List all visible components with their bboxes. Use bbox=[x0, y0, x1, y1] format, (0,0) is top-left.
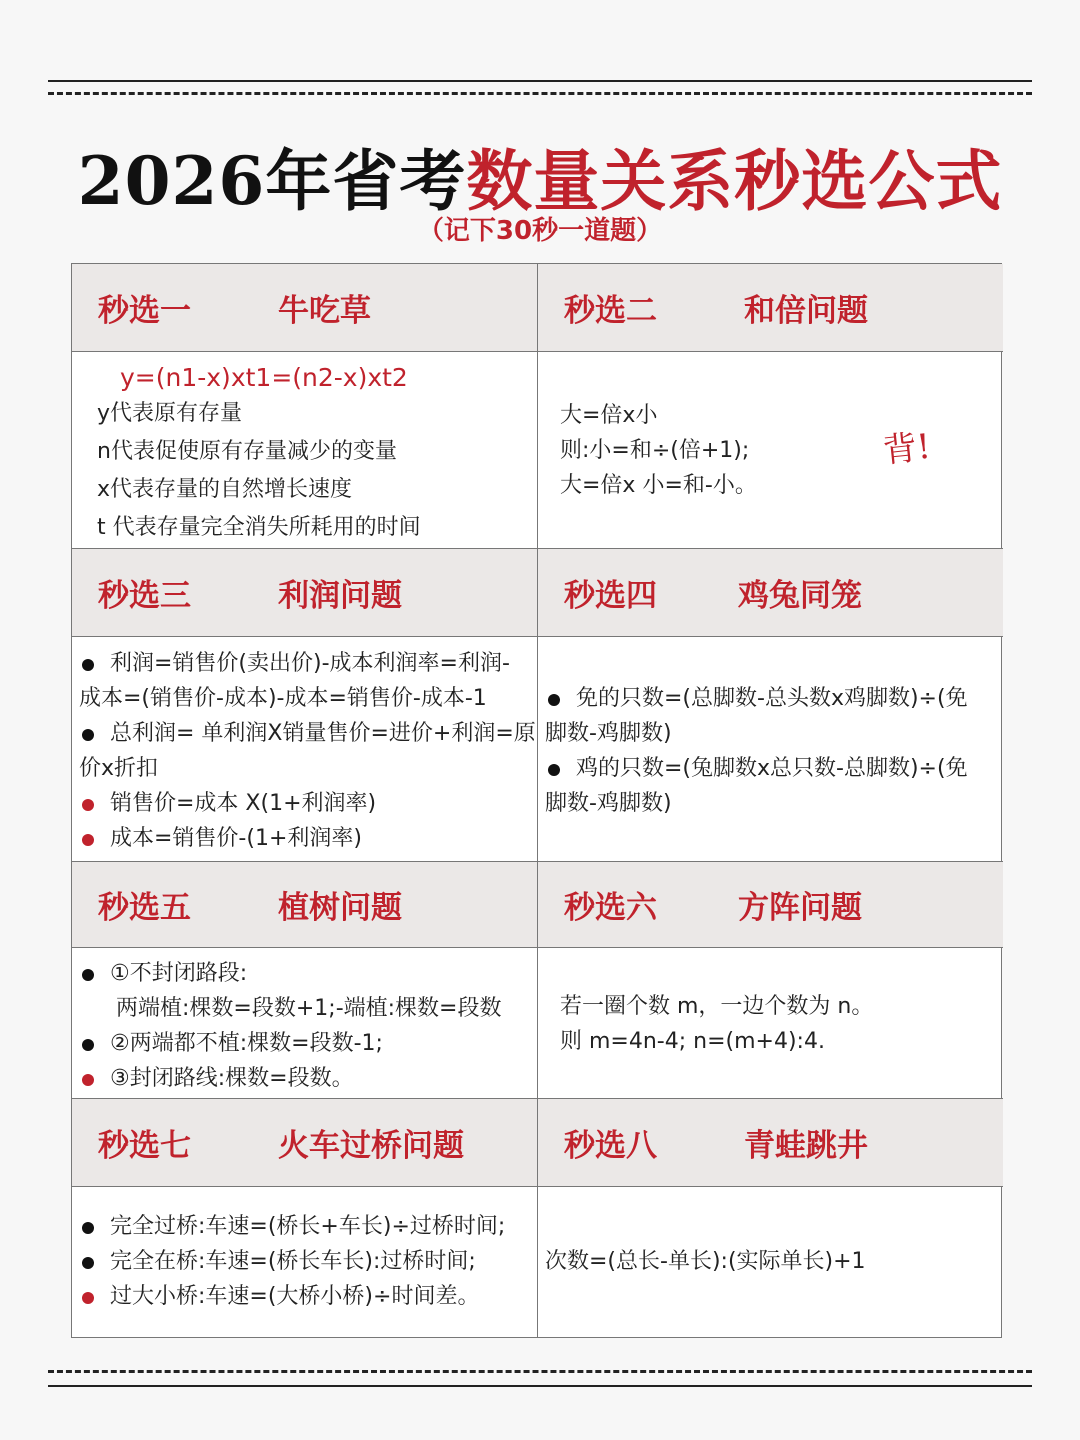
section-4-title: 鸡兔同笼 bbox=[738, 578, 862, 614]
handwritten-note: 背! bbox=[880, 426, 933, 472]
section-2-body bbox=[538, 352, 1003, 549]
section-3-body bbox=[72, 637, 538, 862]
bullet-dot bbox=[82, 1257, 94, 1269]
section-6-header bbox=[538, 862, 1003, 948]
section-7-bullet-2: 完全在桥:车速=(桥长车长):过桥时间; bbox=[72, 1244, 538, 1279]
section-2-title: 和倍问题 bbox=[744, 293, 868, 329]
section-4-bullet-2-cont: 脚数-鸡脚数) bbox=[545, 791, 672, 816]
section-7-title: 火车过桥问题 bbox=[278, 1128, 464, 1164]
section-1-header bbox=[72, 264, 538, 352]
section-4-bullet-2: 鸡的只数=(兔脚数x总只数-总脚数)÷(免 bbox=[538, 751, 1003, 786]
section-2-number: 秒选二 bbox=[564, 293, 657, 329]
section-3-header bbox=[72, 549, 538, 637]
section-8-body bbox=[538, 1187, 1003, 1337]
section-6-number: 秒选六 bbox=[564, 890, 657, 926]
section-5-title: 植树问题 bbox=[278, 890, 402, 926]
bullet-dot-red bbox=[82, 834, 94, 846]
section-7-body bbox=[72, 1187, 538, 1337]
section-2-line-3: 大=倍x 小=和-小。 bbox=[560, 473, 757, 498]
bullet-dot bbox=[82, 659, 94, 671]
section-7-number: 秒选七 bbox=[98, 1128, 191, 1164]
formula-table bbox=[71, 263, 1002, 1338]
title-red: 数量关系秒选公式 bbox=[466, 142, 1003, 220]
bullet-dot bbox=[82, 1222, 94, 1234]
section-3-title: 利润问题 bbox=[278, 578, 402, 614]
section-6-body bbox=[538, 948, 1003, 1099]
top-dashed-rule bbox=[48, 92, 1032, 95]
section-1-body bbox=[72, 352, 538, 549]
section-3-bullet-4: 成本=销售价-(1+利润率) bbox=[72, 821, 538, 856]
section-4-number: 秒选四 bbox=[564, 578, 657, 614]
section-2-line-2: 则:小=和÷(倍+1); bbox=[560, 438, 750, 463]
section-8-header bbox=[538, 1099, 1003, 1187]
section-4-bullet-1-cont: 脚数-鸡脚数) bbox=[545, 721, 672, 746]
section-2-line-1: 大=倍x小 bbox=[560, 403, 658, 428]
bottom-dashed-rule bbox=[48, 1370, 1032, 1373]
section-6-title: 方阵问题 bbox=[738, 890, 862, 926]
section-7-bullet-3: 过大小桥:车速=(大桥小桥)÷时间差。 bbox=[72, 1279, 538, 1314]
section-5-bullet-3: ③封闭路线:棵数=段数。 bbox=[72, 1061, 538, 1096]
section-1-line-1: y代表原有存量 bbox=[97, 401, 243, 426]
title-black: 2026年省考 bbox=[77, 142, 467, 220]
bullet-dot bbox=[548, 764, 560, 776]
section-1-line-3: x代表存量的自然增长速度 bbox=[97, 477, 353, 502]
section-2-header bbox=[538, 264, 1003, 352]
section-6-line-2: 则 m=4n-4; n=(m+4):4. bbox=[560, 1029, 825, 1054]
section-4-bullet-1: 免的只数=(总脚数-总头数x鸡脚数)÷(免 bbox=[538, 681, 1003, 716]
section-3-bullet-2-cont: 价x折扣 bbox=[79, 756, 159, 781]
section-3-bullet-1-cont: 成本=(销售价-成本)-成本=销售价-成本-1 bbox=[79, 686, 487, 711]
section-5-header bbox=[72, 862, 538, 948]
section-5-bullet-1-sub: 两端植:棵数=段数+1;-端植:棵数=段数 bbox=[116, 996, 502, 1021]
section-3-bullet-3: 销售价=成本 X(1+利润率) bbox=[72, 786, 538, 821]
section-3-bullet-2: 总利润= 单利润X销量售价=进价+利润=原 bbox=[72, 716, 538, 751]
bullet-dot-red bbox=[82, 1074, 94, 1086]
section-8-title: 青蛙跳井 bbox=[744, 1128, 868, 1164]
bullet-dot-red bbox=[82, 799, 94, 811]
page-subtitle: （记下30秒一道题） bbox=[417, 216, 663, 246]
section-7-bullet-1: 完全过桥:车速=(桥长+车长)÷过桥时间; bbox=[72, 1209, 538, 1244]
section-4-header bbox=[538, 549, 1003, 637]
section-3-number: 秒选三 bbox=[98, 578, 191, 614]
section-5-number: 秒选五 bbox=[98, 890, 191, 926]
section-1-formula: y=(n1-x)xt1=(n2-x)xt2 bbox=[120, 363, 408, 392]
bullet-dot bbox=[82, 969, 94, 981]
section-8-number: 秒选八 bbox=[564, 1128, 657, 1164]
section-5-body bbox=[72, 948, 538, 1099]
section-8-line-1: 次数=(总长-单长):(实际单长)+1 bbox=[545, 1249, 866, 1274]
top-rule bbox=[48, 80, 1032, 82]
section-1-title: 牛吃草 bbox=[278, 293, 371, 329]
page-title bbox=[0, 128, 1080, 223]
bullet-dot-red bbox=[82, 1292, 94, 1304]
section-6-line-1: 若一圈个数 m，一边个数为 n。 bbox=[560, 994, 874, 1019]
section-7-header bbox=[72, 1099, 538, 1187]
bullet-dot bbox=[82, 1039, 94, 1051]
section-1-number: 秒选一 bbox=[98, 293, 191, 329]
section-5-bullet-2: ②两端都不植:棵数=段数-1; bbox=[72, 1026, 538, 1061]
section-5-bullet-1: ①不封闭路段: bbox=[72, 956, 538, 991]
bullet-dot bbox=[82, 729, 94, 741]
section-1-line-4: t 代表存量完全消失所耗用的时间 bbox=[97, 515, 421, 540]
section-1-line-2: n代表促使原有存量减少的变量 bbox=[97, 439, 397, 464]
section-4-body bbox=[538, 637, 1003, 862]
section-3-bullet-1: 利润=销售价(卖出价)-成本利润率=利润- bbox=[72, 646, 538, 681]
bullet-dot bbox=[548, 694, 560, 706]
bottom-rule bbox=[48, 1385, 1032, 1387]
